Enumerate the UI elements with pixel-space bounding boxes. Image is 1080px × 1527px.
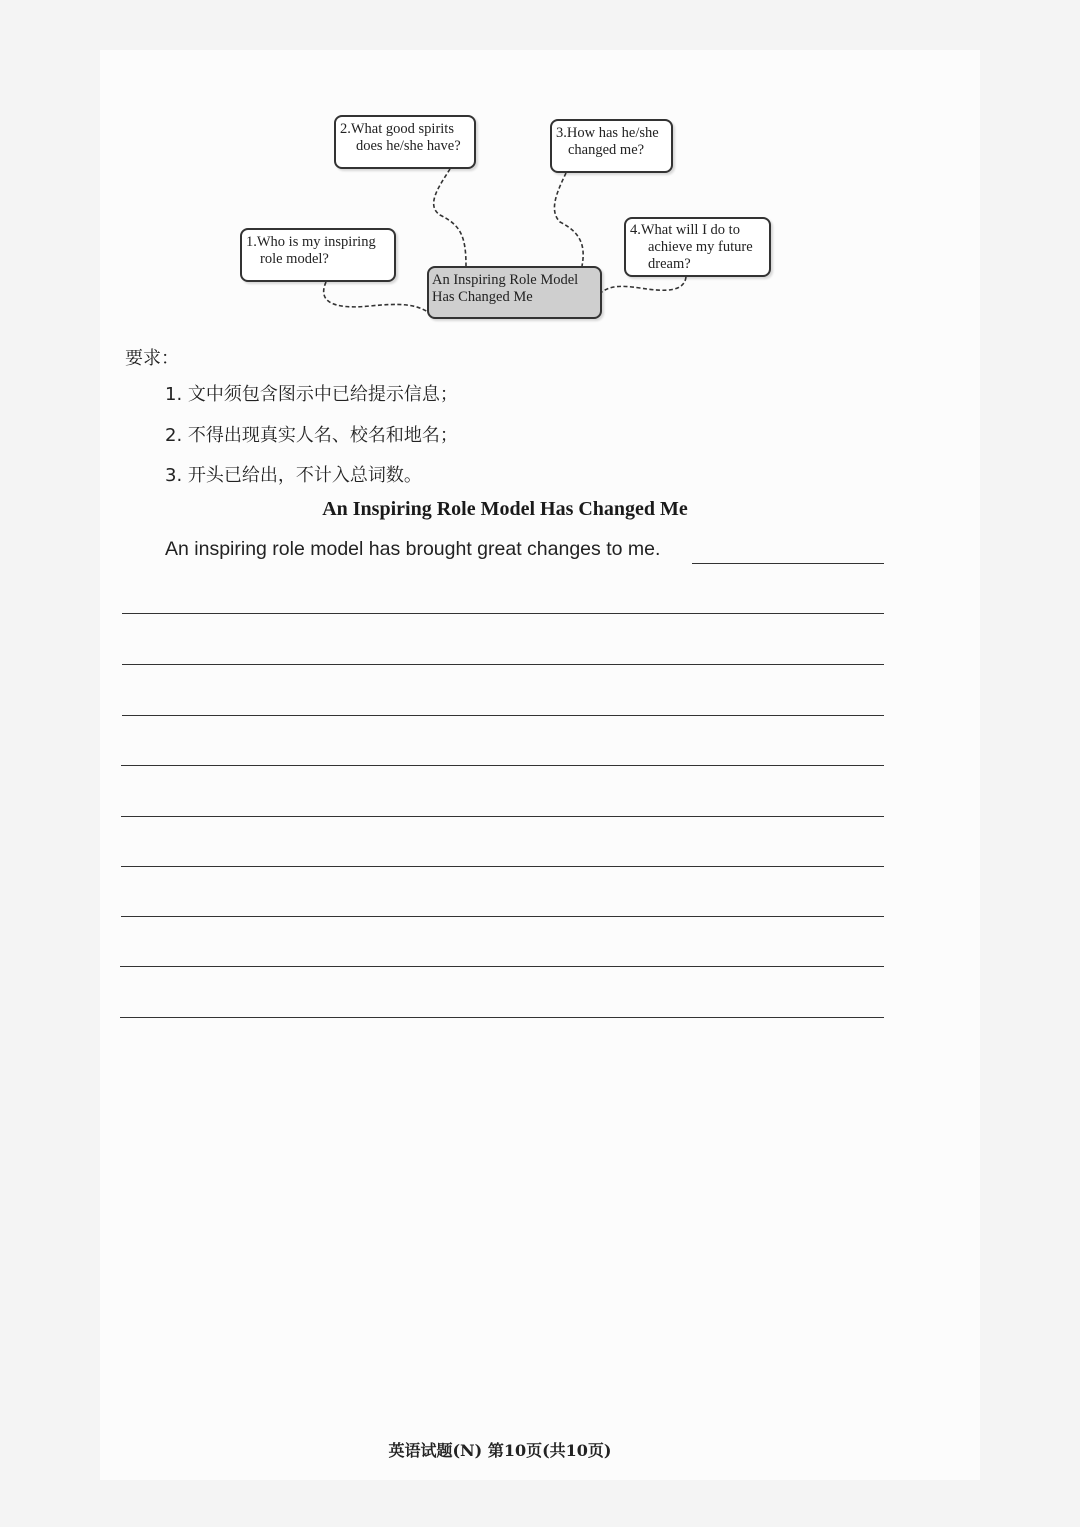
node-4-line-2: achieve my future [648,239,753,255]
node-2-line-2: does he/she have? [356,138,461,154]
node-3-line-1: 3.How has he/she [556,125,659,141]
connector-node-3 [554,173,583,266]
requirement-item-2: 2. 不得出现真实人名、校名和地名； [165,425,458,446]
answer-line-5[interactable] [121,765,884,766]
answer-line-6[interactable] [121,816,884,817]
connector-node-4 [602,277,686,292]
node-1-line-2: role model? [260,251,329,267]
node-3-line-2: changed me? [568,142,645,158]
connector-node-2 [434,169,466,266]
page-footer: 英语试题(N) 第10页(共10页) [388,1441,612,1460]
requirement-item-3: 3. 开头已给出，不计入总词数。 [165,465,422,486]
requirements-heading: 要求： [125,348,179,369]
mind-map-node-4 [624,217,771,277]
mind-map-center-node [427,266,602,319]
node-4-line-1: 4.What will I do to [630,222,740,238]
center-node-line-1: An Inspiring Role Model [432,272,579,288]
answer-line-1[interactable] [692,563,884,564]
node-2-line-1: 2.What good spirits [340,121,454,137]
answer-line-9[interactable] [120,966,884,967]
answer-line-3[interactable] [122,664,884,665]
center-node-line-2: Has Changed Me [432,289,533,305]
mind-map-node-2 [334,115,476,169]
mind-map-node-3 [550,119,673,173]
answer-line-10[interactable] [120,1017,884,1018]
node-1-line-1: 1.Who is my inspiring [246,234,376,250]
connector-node-1 [324,282,428,312]
answer-line-8[interactable] [121,916,884,917]
mind-map-node-1 [240,228,396,282]
answer-line-7[interactable] [121,866,884,867]
answer-line-4[interactable] [122,715,884,716]
answer-line-2[interactable] [122,613,884,614]
node-4-line-3: dream? [648,256,691,272]
requirement-item-1: 1. 文中须包含图示中已给提示信息； [165,384,458,405]
essay-opening-sentence: An inspiring role model has brought great changes to me. [165,538,661,560]
essay-title: An Inspiring Role Model Has Changed Me [322,498,688,520]
